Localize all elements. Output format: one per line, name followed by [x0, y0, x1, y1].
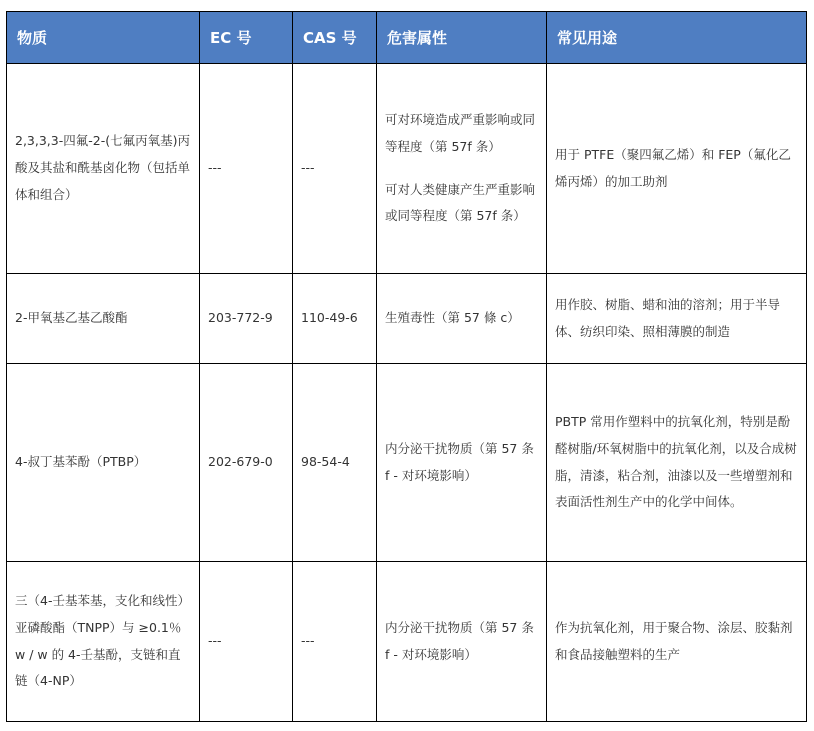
header-cas-number: CAS 号	[293, 12, 377, 64]
hazard-text: 内分泌干扰物质（第 57 条 f - 对环境影响）	[385, 619, 534, 662]
use-cell: 用于 PTFE（聚四氟乙烯）和 FEP（氟化乙烯丙烯）的加工助剂	[547, 64, 807, 274]
use-cell: 作为抗氧化剂，用于聚合物、涂层、胶黏剂和食品接触塑料的生产	[547, 562, 807, 722]
header-hazard: 危害属性	[377, 12, 547, 64]
hazard-text: 可对环境造成严重影响或同等程度（第 57f 条）	[385, 111, 536, 154]
substance-cell: 三（4-壬基苯基，支化和线性）亚磷酸酯（TNPP）与 ≥0.1％ w / w 的 4-壬基酚，支链和直链（4-NP）	[7, 562, 200, 722]
hazard-text: 内分泌干扰物质（第 57 条 f - 对环境影响）	[385, 440, 534, 483]
svhc-table	[6, 11, 807, 722]
cas-cell: 110-49-6	[293, 274, 377, 364]
table-row	[7, 562, 807, 722]
hazard-text: 可对人类健康产生严重影响或同等程度（第 57f 条）	[385, 181, 536, 224]
substance-cell: 4-叔丁基苯酚（PTBP）	[7, 364, 200, 562]
table-row	[7, 64, 807, 274]
header-substance: 物质	[7, 12, 200, 64]
ec-cell: ---	[200, 562, 293, 722]
cas-cell: ---	[293, 562, 377, 722]
ec-cell: 202-679-0	[200, 364, 293, 562]
header-common-use: 常见用途	[547, 12, 807, 64]
hazard-cell	[377, 64, 547, 274]
use-cell: PBTP 常用作塑料中的抗氧化剂，特别是酚醛树脂/环氧树脂中的抗氧化剂，以及合成树脂，清漆，粘合剂，油漆以及一些增塑剂和表面活性剂生产中的化学中间体。	[547, 364, 807, 562]
ec-cell: ---	[200, 64, 293, 274]
ec-cell: 203-772-9	[200, 274, 293, 364]
header-row	[7, 12, 807, 64]
substance-cell: 2,3,3,3-四氟-2-(七氟丙氧基)丙酸及其盐和酰基卤化物（包括单体和组合）	[7, 64, 200, 274]
hazard-cell	[377, 364, 547, 562]
table-row	[7, 364, 807, 562]
hazard-cell	[377, 562, 547, 722]
cas-cell: ---	[293, 64, 377, 274]
use-cell: 用作胶、树脂、蜡和油的溶剂；用于半导体、纺织印染、照相薄膜的制造	[547, 274, 807, 364]
table-row	[7, 274, 807, 364]
hazard-cell	[377, 274, 547, 364]
hazard-text: 生殖毒性（第 57 條 c）	[385, 310, 520, 326]
cas-cell: 98-54-4	[293, 364, 377, 562]
header-ec-number: EC 号	[200, 12, 293, 64]
substance-cell: 2-甲氧基乙基乙酸酯	[7, 274, 200, 364]
